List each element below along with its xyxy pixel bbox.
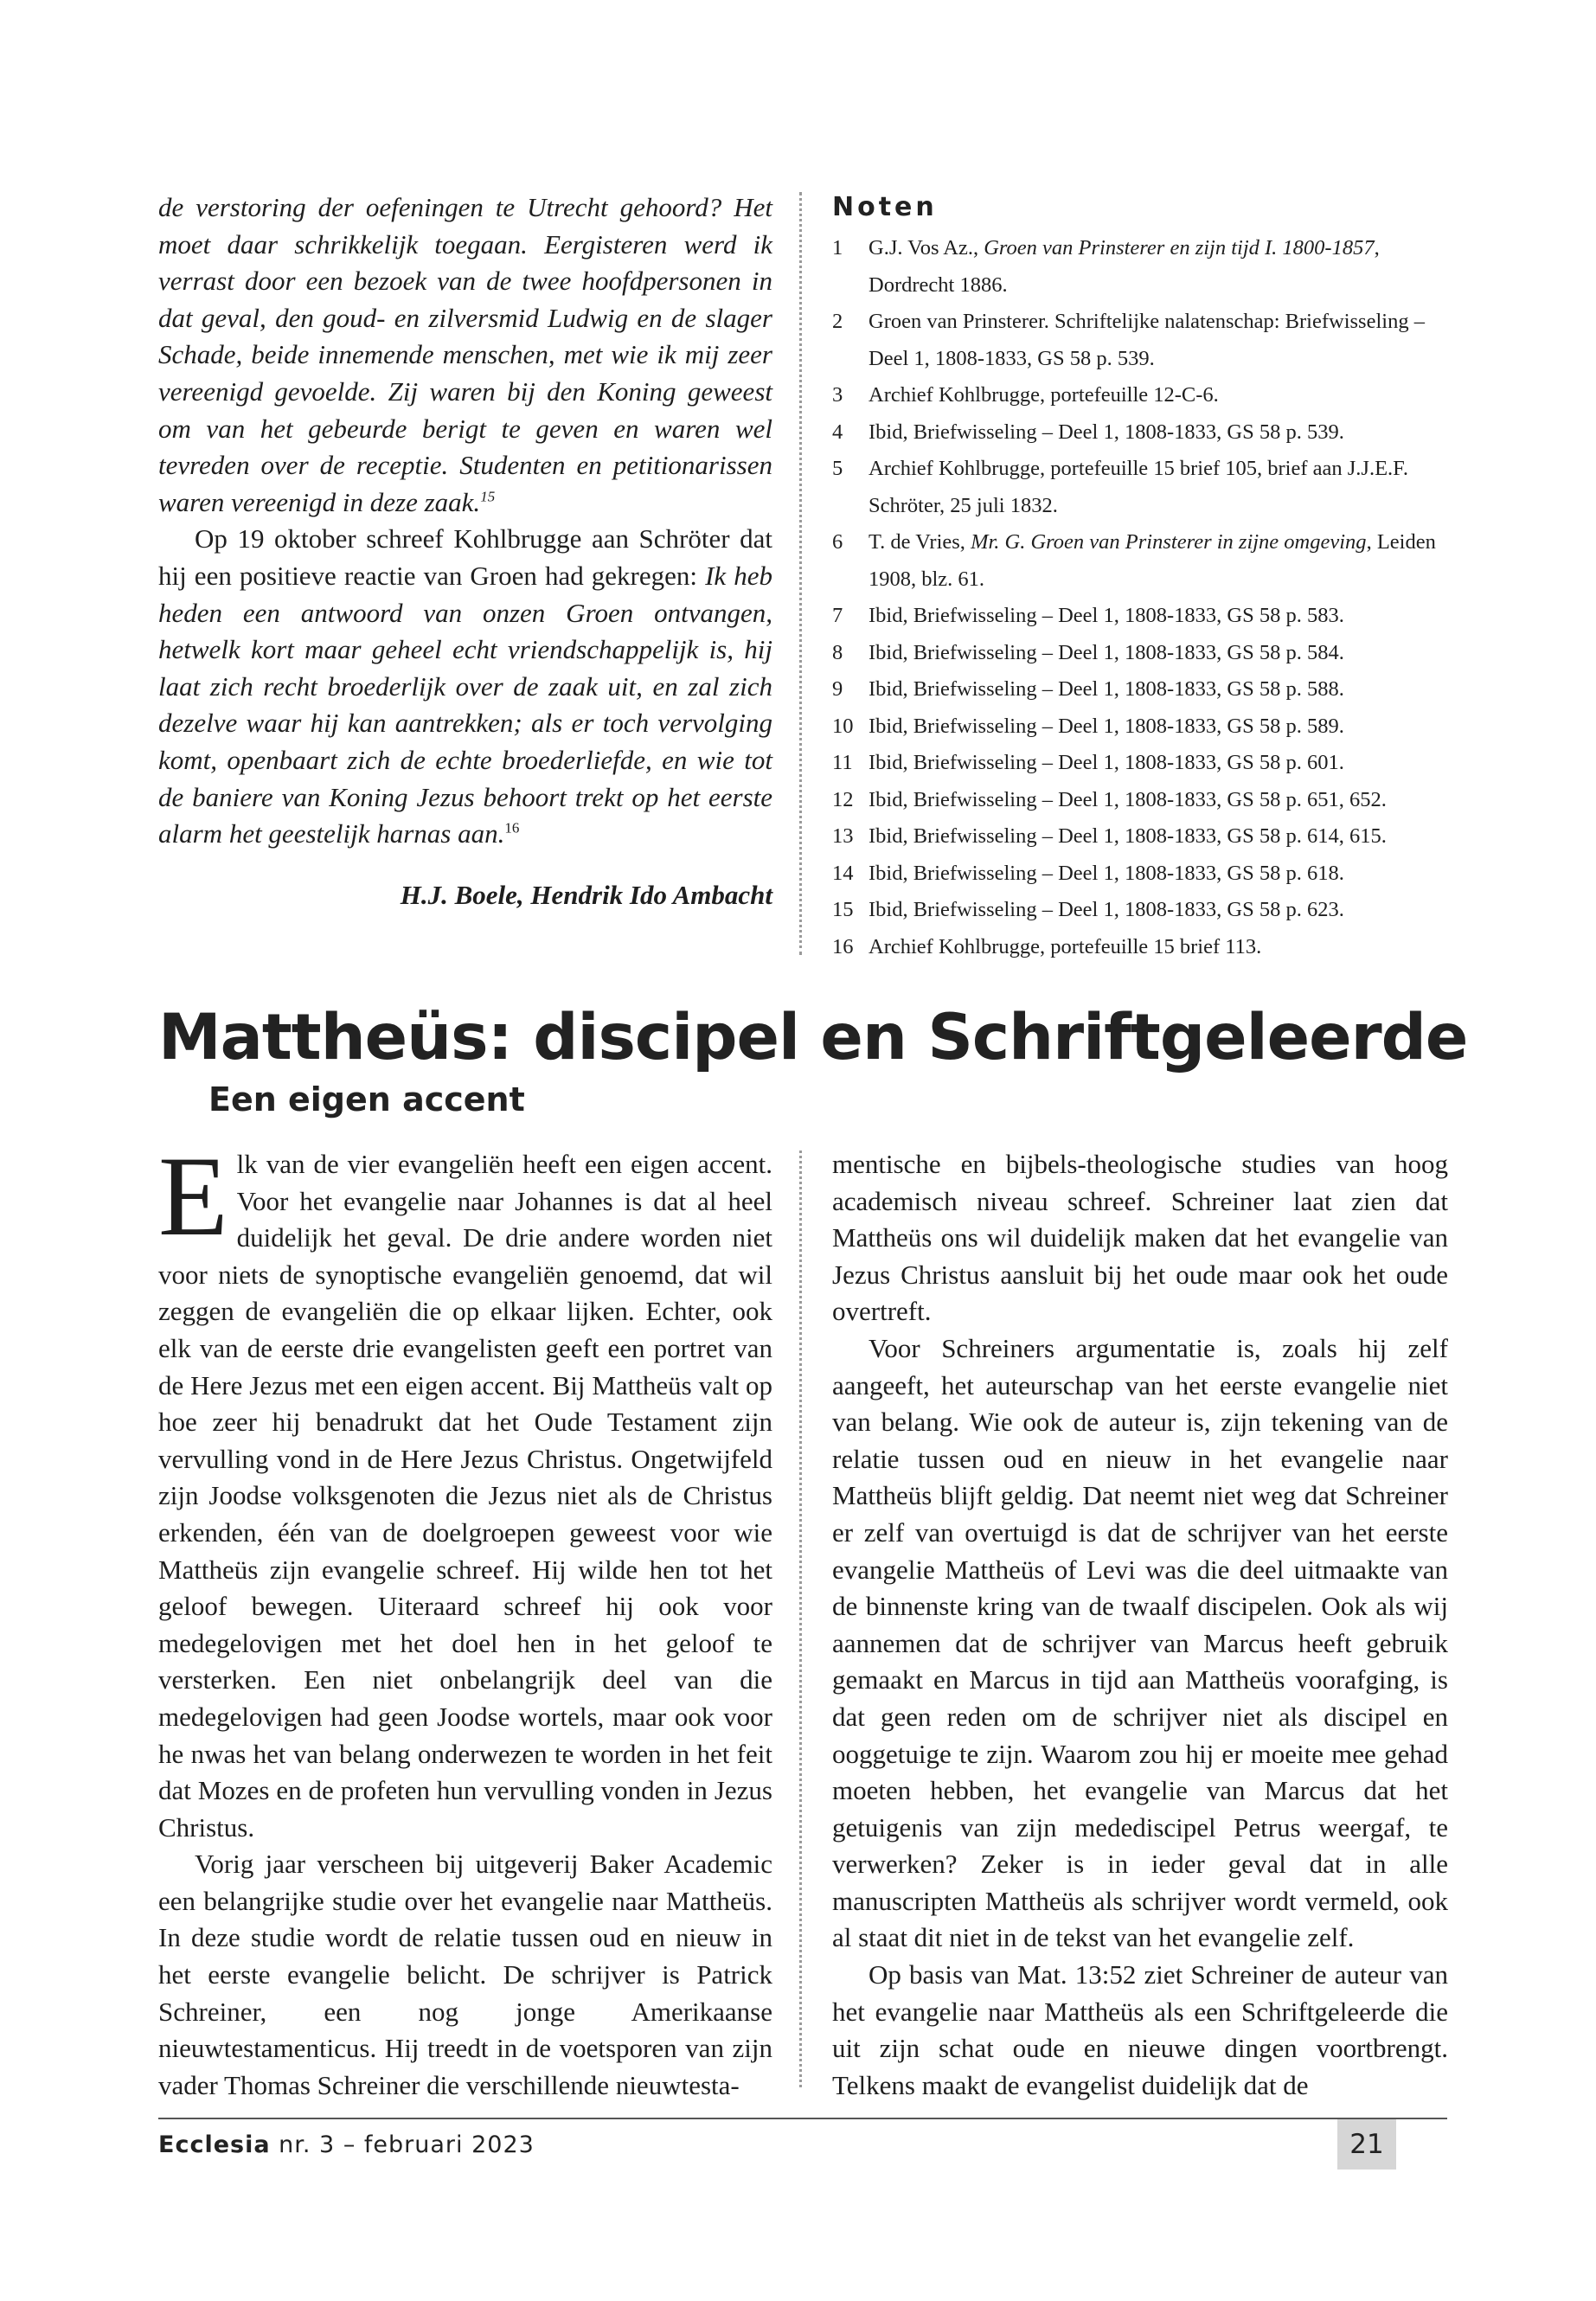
article-column-right [832,1146,1448,2104]
note-text [869,715,1344,738]
paragraph [158,521,772,852]
note-number: 11 [832,751,853,774]
note-text-part: , Dordrecht 1886. [869,236,1380,297]
note-item [832,782,1448,819]
note-number: 9 [832,677,843,701]
note-text-part: Ibid, Briefwisseling – Deel 1, 1808-1833, GS 58 p. 623. [869,898,1344,921]
note-text [869,788,1387,811]
note-text [869,604,1344,627]
note-text [869,935,1261,958]
paragraph: Voor Schreiners argumentatie is, zoals hij zelf aangeeft, het auteurschap van het eerste evangelie niet van belang. Wie ook de auteur is, zijn tekening van de relatie tussen oud en nieuw in het evangelie naar Mattheüs blijft geldig. Dat neemt niet weg dat Schreiner er zelf van overtuigd is dat de schrijver van het eerste evangelie Mattheüs of Levi was die deel uitmaakte van de binnenste kring van de twaalf discipelen. Ook als wij aannemen dat de schrijver van Marcus heeft gebruik gemaakt en Marcus in tijd aan Mattheüs voorafging, is dat geen reden om de schrijver niet als discipel en ooggetuige te zijn. Waarom zou hij er moeite mee gehad moeten hebben, het evangelie van Marcus dat het getuigenis van zijn medediscipel Petrus weergaf, te verwerken? Zeker is in ieder geval dat in alle manuscripten Mattheüs als schrijver wordt vermeld, ook al staat dit niet in de tekst van het evangelie zelf. [832,1332,1448,1953]
note-text-part: Ibid, Briefwisseling – Deel 1, 1808-1833, GS 58 p. 588. [869,677,1344,701]
footer-rule [158,2118,1447,2119]
note-number: 8 [832,640,843,664]
note-number: 2 [832,310,843,333]
note-number: 15 [832,898,854,921]
footnote-ref[interactable]: 15 [480,488,496,505]
note-item [832,892,1448,929]
note-item [832,818,1448,856]
note-number: 4 [832,420,843,444]
notes-list [832,230,1448,965]
note-item [832,598,1448,635]
footnote-ref[interactable]: 16 [504,819,520,836]
note-text [869,677,1344,701]
note-text-part: Ibid, Briefwisseling – Deel 1, 1808-1833, GS 58 p. 583. [869,604,1344,627]
note-text [869,530,1436,591]
paragraph: Vorig jaar verscheen bij uitgeverij Baker Academic een belangrijke studie over het evangelie naar Mattheüs. In deze studie wordt de relatie tussen oud en nieuw in het eerste evangelie belicht. De schrijver is Patrick Schreiner, een nog jonge Amerikaanse nieuwtestamenticus. Hij treedt in de voetsporen van zijn vader Thomas Schreiner die verschillende nieuwtesta- [158,1849,772,2100]
article-subtitle: Een eigen accent [208,1080,525,1118]
notes-title: Noten [832,192,938,222]
note-title-italic: Mr. G. Groen van Prinsterer in zijne omgeving [971,530,1367,554]
paragraph [158,1132,772,1846]
note-item [832,745,1448,782]
note-number: 14 [832,861,854,885]
note-text [869,420,1344,444]
note-number: 12 [832,787,854,811]
note-text-part: G.J. Vos Az., [869,236,984,260]
column-divider [799,1150,802,2087]
note-number: 5 [832,457,843,480]
footer-publication [158,2128,535,2163]
note-text [869,898,1344,921]
note-text-part: T. de Vries, [869,530,971,554]
page-number: 21 [1337,2119,1396,2170]
note-text-part: Groen van Prinsterer. Schriftelijke nalatenschap: Briefwisseling – Deel 1, 1808-1833, GS 58 p. 539. [869,310,1425,370]
note-text [869,457,1408,517]
note-item [832,524,1448,598]
note-text-part: Ibid, Briefwisseling – Deel 1, 1808-1833, GS 58 p. 618. [869,861,1344,885]
article-title: Mattheüs: discipel en Schriftgeleerde [158,1001,1468,1074]
note-text [869,751,1344,774]
author-signature: H.J. Boele, Hendrik Ido Ambacht [400,879,772,910]
note-text [869,824,1387,848]
note-text [869,862,1344,885]
previous-article-column [158,189,772,913]
paragraph-intro: Op 19 oktober schreef Kohlbrugge aan Schröter dat hij een positieve reactie van Groen had gekregen: [158,523,772,591]
note-text [869,641,1344,664]
note-number: 10 [832,714,854,738]
note-item [832,304,1448,377]
note-item [832,708,1448,746]
note-item [832,451,1448,524]
note-item [832,377,1448,414]
note-text-part: Ibid, Briefwisseling – Deel 1, 1808-1833, GS 58 p. 539. [869,420,1344,444]
note-number: 16 [832,934,854,958]
note-number: 3 [832,383,843,407]
note-text [869,310,1425,370]
note-text [869,236,1380,297]
note-item [832,671,1448,708]
note-text-part: Ibid, Briefwisseling – Deel 1, 1808-1833, GS 58 p. 614, 615. [869,824,1387,848]
notes-section [832,189,1448,965]
note-number: 7 [832,604,843,627]
note-number: 6 [832,530,843,554]
paragraph: mentische en bijbels-theologische studies van hoog academisch niveau schreef. Schreiner laat zien dat Mattheüs ons wil duidelijk maken dat het evangelie van Jezus Christus aansluit bij het oude maar ook het oude overtreft. [832,1149,1448,1327]
paragraph: Op basis van Mat. 13:52 ziet Schreiner de auteur van het evangelie naar Mattheüs als een Schriftgeleerde die uit zijn schat oude en nieuwe dingen voortbrengt. Telkens maakt de evangelist duidelijk dat de [832,1959,1448,2100]
note-item [832,856,1448,893]
note-text-part: Ibid, Briefwisseling – Deel 1, 1808-1833, GS 58 p. 651, 652. [869,787,1387,811]
note-item [832,929,1448,966]
note-item [832,230,1448,304]
note-item [832,414,1448,452]
quote-text: de verstoring der oefeningen te Utrecht gehoord? Het moet daar schrikkelijk toegaan. Eergisteren werd ik verrast door een bezoek van de twee hoofdpersonen in dat geval, den goud- en zilversmid Ludwig en de slager Schade, beide innemende menschen, met wie ik mij zeer vereenigd gevoelde. Zij waren bij den Koning geweest om van het gebeurde berigt te geven en waren wel tevreden over de receptie. Studenten en petitionarissen waren vereenigd in deze zaak. [158,192,772,517]
magazine-name: Ecclesia [158,2131,271,2158]
note-text [869,383,1219,407]
quote-text: Ik heb heden een antwoord van onzen Groen ontvangen, hetwelk kort maar geheel echt vriendschappelijk is, hij laat zich recht broederlijk over de zaak uit, en zal zich dezelve waar hij kan aantrekken; als er toch vervolging komt, openbaart zich de echte broederliefde, en wie tot de baniere van Koning Jezus behoort trekt op het eerste alarm het geestelijk harnas aan. [158,560,772,849]
quote-paragraph [158,189,772,521]
note-number: 1 [832,236,843,260]
column-divider [799,192,802,955]
note-text-part: Archief Kohlbrugge, portefeuille 15 brief 105, brief aan J.J.E.F. Schröter, 25 juli 1832. [869,457,1408,517]
paragraph-text: lk van de vier evangeliën heeft een eigen accent. Voor het evangelie naar Johannes is dat al heel duidelijk het geval. De drie andere worden niet voor niets de synoptische evangeliën genoemd, dat wil zeggen de evangeliën die op elkaar lijken. Echter, ook elk van de eerste drie evangelisten geeft een portret van de Here Jezus met een eigen accent. Bij Mattheüs valt op hoe zeer hij benadrukt dat het Oude Testament zijn vervulling vond in de Here Jezus Christus. Ongetwijfeld zijn Joodse volksgenoten die Jezus niet als de Christus erkenden, één van de doelgroepen geweest voor wie Mattheüs zijn evangelie schreef. Hij wilde hen tot het geloof bewegen. Uiteraard schreef hij ook voor medegelovigen met het doel hen in het geloof te versterken. Een niet onbelangrijk deel van die medegelovigen had geen Joodse wortels, maar ook voor he nwas het van belang onderwezen te worden in het feit dat Mozes en de profeten hun vervulling vonden in Jezus Christus. [158,1149,772,1843]
note-text-part: , Leiden 1908, blz. 61. [869,530,1436,591]
note-text-part: Ibid, Briefwisseling – Deel 1, 1808-1833, GS 58 p. 584. [869,640,1344,664]
note-number: 13 [832,824,854,848]
note-text-part: Archief Kohlbrugge, portefeuille 15 brief 113. [869,934,1262,958]
note-title-italic: Groen van Prinsterer en zijn tijd I. 1800-1857 [984,236,1375,260]
drop-cap: E [158,1132,228,1259]
note-text-part: Ibid, Briefwisseling – Deel 1, 1808-1833, GS 58 p. 589. [869,714,1344,738]
note-text-part: Archief Kohlbrugge, portefeuille 12-C-6. [869,383,1219,407]
note-text-part: Ibid, Briefwisseling – Deel 1, 1808-1833, GS 58 p. 601. [869,751,1344,774]
note-item [832,635,1448,672]
article-column-left [158,1132,772,2104]
issue-info: nr. 3 – februari 2023 [270,2131,535,2158]
